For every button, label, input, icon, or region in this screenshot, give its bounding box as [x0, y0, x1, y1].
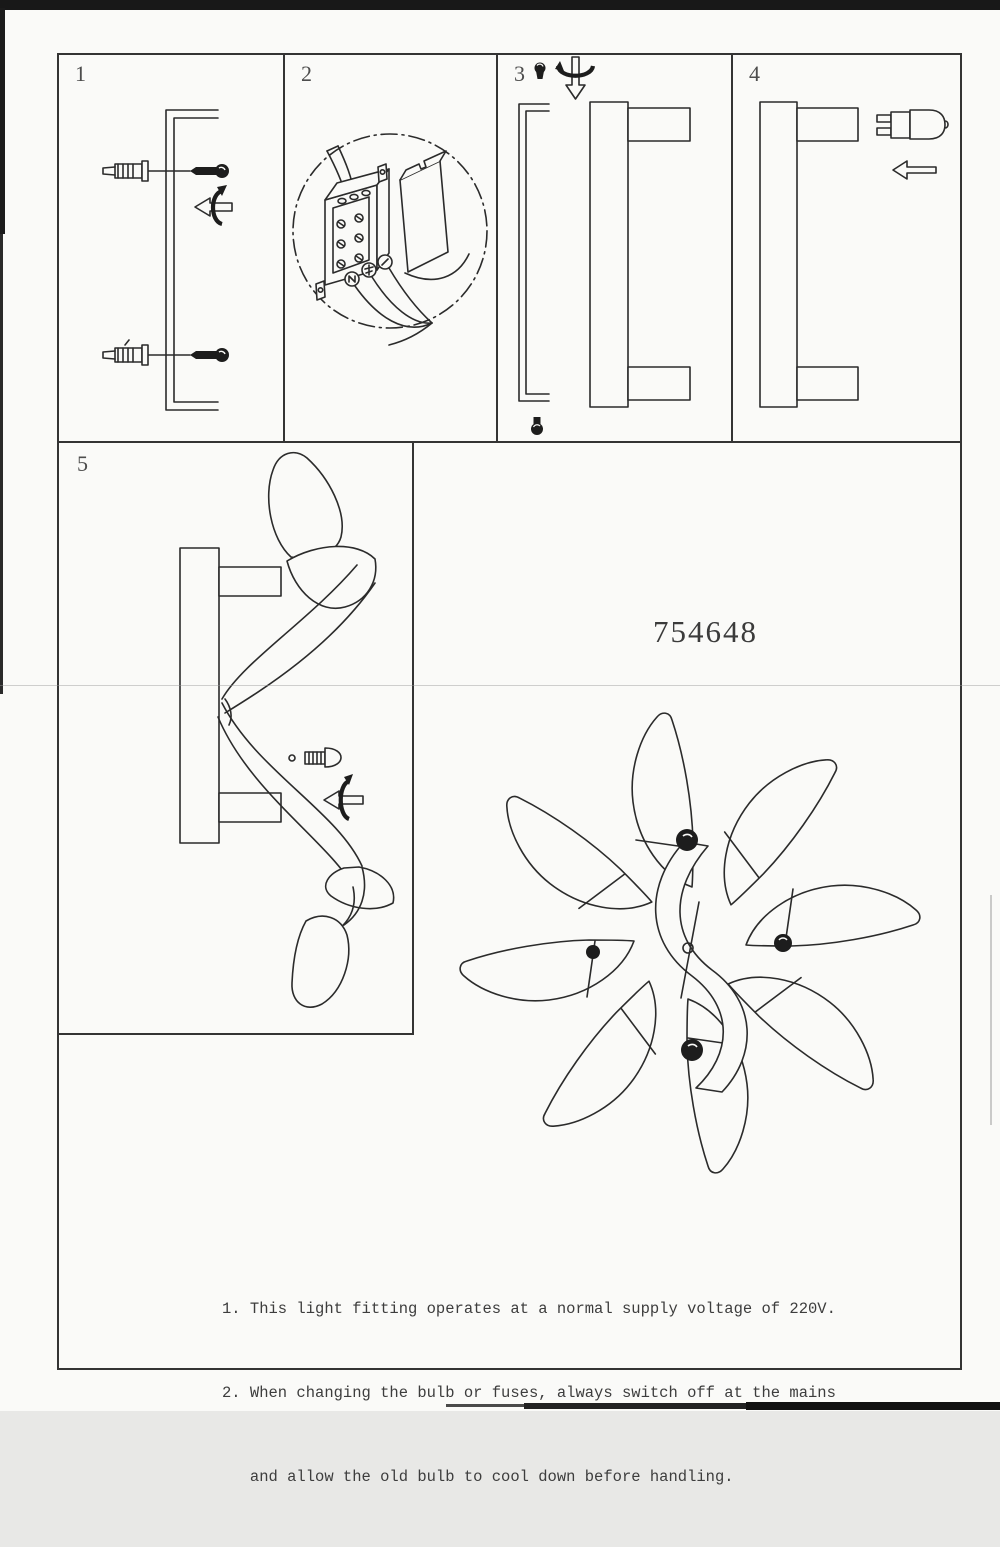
step-5-number: 5	[77, 451, 88, 476]
mounting-bracket	[519, 104, 549, 401]
mounting-bracket	[166, 110, 218, 410]
scan-artifact-top-edge	[0, 0, 1000, 10]
screw-icon	[190, 164, 229, 178]
step-5-drawing	[59, 443, 414, 1035]
wire-leads	[355, 268, 432, 345]
screw-icon	[531, 417, 543, 435]
terminal-symbol-N	[345, 272, 359, 286]
terminal-cover	[400, 151, 469, 279]
step-5-panel	[59, 443, 414, 1035]
note-line-1: 1. This light fitting operates at a normal supply voltage of 220V.	[222, 1300, 836, 1318]
lamp-holder-bottom	[628, 367, 690, 400]
step-3-panel	[498, 55, 733, 443]
rotate-down-arrow-icon	[555, 57, 593, 99]
insert-left-arrow-icon	[893, 161, 936, 179]
step-3-drawing	[498, 55, 733, 443]
product-number: 754648	[653, 614, 758, 649]
terminal-symbol-L	[378, 255, 392, 269]
paper-fold-line	[0, 685, 1000, 686]
thumb-screw-icon	[289, 748, 341, 767]
g9-bulb-icon	[877, 110, 948, 139]
step-1-number: 1	[75, 61, 86, 86]
fixture-body	[760, 102, 858, 407]
step-2-drawing	[285, 55, 498, 443]
lamp-holder-top	[797, 108, 858, 141]
scan-artifact-right-edge	[990, 895, 992, 1125]
lamp-holder-bottom	[219, 793, 281, 822]
fixture-front-view	[450, 693, 930, 1193]
screw-icon	[190, 348, 229, 362]
rotate-left-arrow-icon	[324, 774, 363, 819]
step-2-panel	[285, 55, 498, 443]
step-4-number: 4	[749, 61, 760, 86]
wall-plate	[180, 548, 281, 843]
safety-notes	[222, 1239, 836, 1547]
twisted-shade	[218, 453, 394, 1008]
lamp-holder-bottom	[797, 367, 858, 400]
step-3-number: 3	[514, 61, 525, 86]
note-line-3: and allow the old bulb to cool down before handling.	[222, 1468, 734, 1486]
step-4-panel	[733, 55, 960, 443]
step-4-drawing	[733, 55, 960, 443]
note-line-2: 2. When changing the bulb or fuses, always switch off at the mains	[222, 1384, 836, 1402]
wall-plug-icon	[103, 340, 148, 365]
scan-artifact-left-edge	[0, 8, 5, 234]
scan-artifact-left-edge-thin	[0, 234, 3, 694]
step-2-number: 2	[301, 61, 312, 86]
fixture-body	[590, 102, 690, 407]
lamp-holder-top	[628, 108, 690, 141]
screw-icon	[535, 63, 546, 80]
lamp-holder-top	[219, 567, 281, 596]
instruction-border-box	[57, 53, 962, 1486]
rotate-left-arrow-icon	[195, 185, 232, 224]
step-1-panel	[59, 55, 285, 443]
wall-plug-icon	[103, 161, 148, 181]
step-1-drawing	[59, 55, 285, 443]
terminal-symbol-earth	[362, 263, 376, 277]
